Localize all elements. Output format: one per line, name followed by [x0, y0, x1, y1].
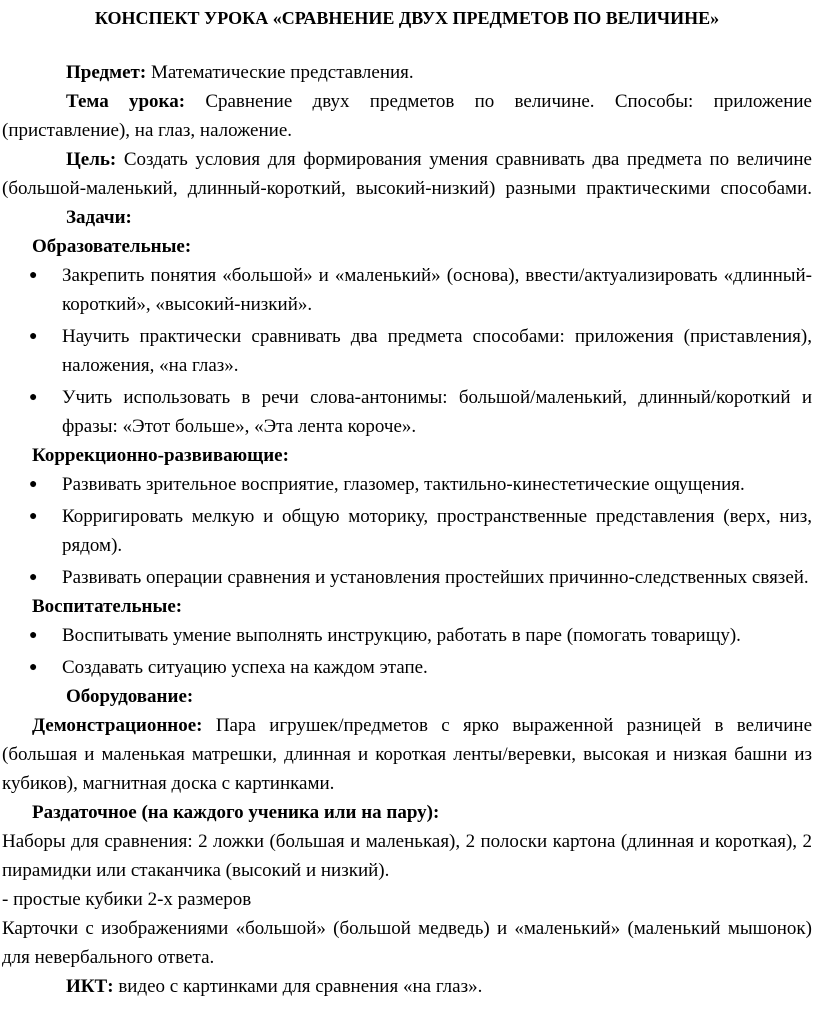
list-item: ● Корригировать мелкую и общую моторику, пространственные представления (верх, низ, рядом). — [2, 502, 812, 560]
demo-label: Демонстрационное: — [32, 715, 203, 736]
equipment-heading: Оборудование: — [66, 686, 194, 707]
bullet-icon: ● — [29, 477, 38, 492]
goal-label: Цель: — [66, 149, 117, 170]
ict-text: видео с картинками для сравнения «на глаз». — [118, 976, 483, 997]
tasks-heading: Задачи: — [66, 207, 132, 228]
handout-line-2: - простые кубики 2-х размеров — [2, 889, 252, 910]
ict-line — [2, 972, 812, 1001]
bullet-icon: ● — [29, 628, 38, 643]
bullet-icon: ● — [29, 509, 38, 524]
list-item: ● Развивать зрительное восприятие, глазомер, тактильно-кинестетические ощущения. — [2, 470, 812, 499]
upbringing-list — [2, 621, 812, 682]
bullet-icon: ● — [29, 390, 38, 405]
subject-text: Математические представления. — [150, 62, 414, 83]
list-item: ● Учить использовать в речи слова-антонимы: большой/маленький, длинный/короткий и фразы: «Этот больше», «Эта лента короче». — [2, 383, 812, 441]
upbringing-heading: Воспитательные: — [32, 596, 183, 617]
bullet-icon: ● — [29, 268, 38, 283]
list-item: ● Развивать операции сравнения и установления простейших причинно-следственных связей. — [2, 563, 812, 592]
goal-text: Создать условия для формирования умения сравнивать два предмета по величине (большой-маленький, длинный-короткий, высокий-низкий) разными — [2, 149, 812, 199]
list-item: ● Закрепить понятия «большой» и «маленький» (основа), ввести/актуализировать «длинный-короткий», «высокий-низкий». — [2, 261, 812, 319]
correctional-heading: Коррекционно-развивающие: — [32, 445, 289, 466]
correctional-list — [2, 470, 812, 592]
list-item: ● Научить практически сравнивать два предмета способами: приложения (приставления), наложения, «на глаз». — [2, 322, 812, 380]
document-title: КОНСПЕКТ УРОКА «СРАВНЕНИЕ ДВУХ ПРЕДМЕТОВ ПО ВЕЛИЧИНЕ» — [94, 8, 720, 28]
educational-list — [2, 261, 812, 441]
goal-text-last: практическими способами. — [586, 178, 812, 199]
topic-text: Сравнение двух предметов по величине. Способы: приложение (приставление), на глаз, наложение. — [2, 91, 812, 141]
handout-line-1: Наборы для сравнения: 2 ложки (большая и маленькая), 2 полоски картона (длинная и короткая), 2 пирамидки или стаканчика (высокий и низкий). — [2, 831, 812, 881]
ict-label: ИКТ: — [66, 976, 114, 997]
bullet-icon: ● — [29, 660, 38, 675]
bullet-icon: ● — [29, 570, 38, 585]
handout-heading: Раздаточное (на каждого ученика или на пару): — [32, 802, 440, 823]
goal-line — [2, 145, 812, 203]
list-item: ● Создавать ситуацию успеха на каждом этапе. — [2, 653, 812, 682]
list-item: ● Воспитывать умение выполнять инструкцию, работать в паре (помогать товарищу). — [2, 621, 812, 650]
handout-line-3: Карточки с изображениями «большой» (большой медведь) и «маленький» (маленький мышонок) для невербального ответа. — [2, 918, 812, 968]
topic-line — [2, 87, 812, 145]
educational-heading: Образовательные: — [32, 236, 192, 257]
topic-label: Тема урока: — [66, 91, 186, 112]
demo-text: Пара игрушек/предметов с ярко выраженной разницей в величине (большая и маленькая матрешки, длинная и короткая ленты/веревки, высокая и низкая башни из кубиков), магнитная доска с картинками. — [2, 715, 813, 794]
subject-label: Предмет: — [66, 62, 147, 83]
demo-equipment — [2, 711, 812, 798]
subject-line — [2, 58, 812, 87]
bullet-icon: ● — [29, 329, 38, 344]
